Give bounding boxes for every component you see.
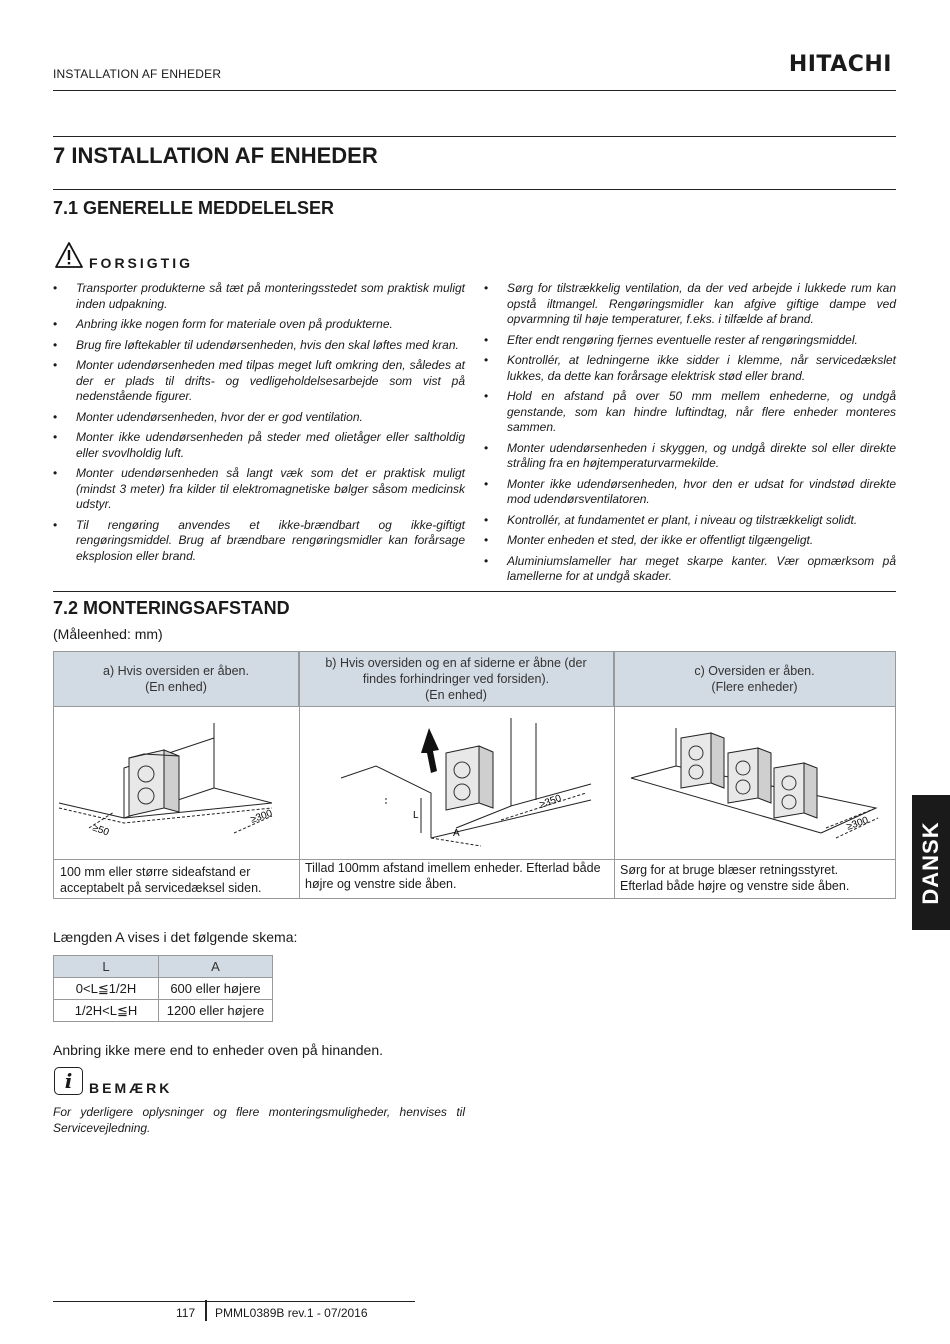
- caption-line: Efterlad både højre og venstre side åben.: [620, 878, 850, 893]
- hitachi-logo: HITACHI: [788, 52, 892, 77]
- language-side-tab: [912, 795, 950, 930]
- list-item: • Transporter produkterne så tæt på monteringsstedet som praktisk muligt inden udpakning.: [53, 281, 465, 312]
- case-a-header: [54, 652, 299, 706]
- column-divider: [614, 652, 615, 898]
- case-c-header: [614, 652, 895, 706]
- chapter-title: 7 INSTALLATION AF ENHEDER: [53, 143, 378, 168]
- outdoor-unit-icon: [129, 750, 179, 816]
- column-header: L: [54, 956, 159, 978]
- warning-icon: [54, 241, 84, 269]
- list-item: • Brug fire løftekabler til udendørsenheden, hvis den skal løftes med kran.: [53, 338, 465, 354]
- case-a-header-line: a) Hvis oversiden er åben.: [103, 664, 249, 678]
- list-item: • Aluminiumslameller har meget skarpe kanter. Vær opmærksom på lamellerne for at undgå skader.: [484, 554, 896, 585]
- header-rule: [53, 90, 896, 91]
- caption-line: acceptabelt på servicedæksel siden.: [60, 880, 262, 895]
- list-item: • Monter udendørsenheden i skyggen, og undgå direkte sol eller direkte stråling fra en højtemperaturvarmekilde.: [484, 441, 896, 472]
- case-b-caption: [305, 861, 611, 892]
- caption-divider: [54, 859, 895, 860]
- case-c-caption: [620, 863, 892, 894]
- dim-label-l: L: [413, 810, 419, 821]
- outdoor-unit-icon: [681, 733, 724, 788]
- figure-case-b: [301, 708, 613, 858]
- dim-label-a: A: [453, 828, 460, 839]
- caption-line: højre og venstre side åben.: [305, 876, 457, 891]
- figure-case-c: [616, 708, 895, 858]
- section-7-2-rule: [53, 591, 896, 592]
- clearance-figure-table: [53, 651, 896, 899]
- dim-label-a1: ≥50: [90, 822, 111, 839]
- airflow-arrow-icon: [421, 728, 439, 773]
- list-item: • Monter udendørsenheden med tilpas meget luft omkring den, således at der er plads til drifts- og vedligeholdelsesarbejde som vist på nedenstående figurer.: [53, 358, 465, 405]
- list-item: • Monter ikke udendørsenheden på steder med olietåger eller saltholdig eller svovlholdig luft.: [53, 430, 465, 461]
- title-bottom-rule: [53, 189, 896, 190]
- column-header: A: [159, 956, 273, 978]
- case-b-header-line: findes forhindringer ved forsiden).: [362, 672, 550, 686]
- caution-label: FORSIGTIG: [89, 255, 193, 271]
- footer-rule: [53, 1301, 415, 1302]
- case-b-header: [299, 652, 614, 706]
- case-b-header-line: b) Hvis oversiden og en af siderne er åbne (der: [325, 656, 587, 670]
- note-text: For yderligere oplysninger og flere monteringsmuligheder, henvises til Servicevejledning.: [53, 1105, 465, 1135]
- table-cell: 0<L≦1/2H: [54, 978, 159, 1000]
- outdoor-unit-icon: [728, 748, 771, 803]
- stack-note: Anbring ikke mere end to enheder oven på hinanden.: [53, 1042, 384, 1058]
- length-a-table: [53, 955, 273, 1022]
- case-c-header-line: (Flere enheder): [711, 680, 798, 694]
- dim-label-b1: ≥350: [538, 792, 563, 811]
- header-section-label: INSTALLATION AF ENHEDER: [53, 67, 222, 81]
- unit-label: (Måleenhed: mm): [53, 626, 163, 642]
- table-cell: 600 eller højere: [159, 978, 273, 1000]
- table-cell: 1/2H<L≦H: [54, 1000, 159, 1022]
- caption-line: 100 mm eller større sideafstand er: [60, 865, 251, 879]
- dim-label-a2: ≥300: [249, 807, 274, 826]
- dim-label-c1: ≥300: [845, 814, 870, 833]
- list-item: • Kontrollér, at ledningerne ikke sidder i klemme, når servicedækslet lukkes, da dette kan forårsage elektrisk stød eller brand.: [484, 353, 896, 384]
- note-label: BEMÆRK: [89, 1080, 173, 1096]
- table-row: [54, 1000, 273, 1022]
- section-7-1-title: 7.1 GENERELLE MEDDELELSER: [53, 198, 335, 218]
- case-b-header-line: (En enhed): [425, 688, 487, 702]
- table-header-row: [54, 956, 273, 978]
- case-a-caption: [60, 865, 296, 896]
- footer-separator: [205, 1300, 207, 1321]
- list-item: • Anbring ikke nogen form for materiale oven på produkterne.: [53, 317, 465, 333]
- list-item: • Monter udendørsenheden så langt væk som det er praktisk muligt (mindst 3 meter) fra kilder til elektromagnetiske bølger såsom medicinsk udstyr.: [53, 466, 465, 513]
- list-item: • Monter enheden et sted, der ikke er offentligt tilgængeligt.: [484, 533, 896, 549]
- list-item: • Monter udendørsenheden, hvor der er god ventilation.: [53, 410, 465, 426]
- figure-case-a: [54, 708, 298, 858]
- caption-line: Tillad 100mm afstand imellem enheder. Efterlad både: [305, 861, 601, 875]
- table-row: [54, 978, 273, 1000]
- info-icon: i: [54, 1067, 83, 1095]
- column-divider: [299, 652, 300, 898]
- list-item: • Til rengøring anvendes et ikke-brændbart og ikke-giftigt rengøringsmiddel. Brug af brændbare rengøringsmidler kan forårsage eksplosion eller brand.: [53, 518, 465, 565]
- list-item: • Sørg for tilstrækkelig ventilation, da der ved arbejde i lukkede rum kan opstå iltmangel. Rengøringsmidler kan afgive giftige dampe ved opvarmning til høje temperaturer, f.eks. i tilfælde af brand.: [484, 281, 896, 328]
- list-item: • Kontrollér, at fundamentet er plant, i niveau og tilstrækkeligt solidt.: [484, 513, 896, 529]
- outdoor-unit-icon: [774, 763, 817, 818]
- document-id: PMML0389B rev.1 - 07/2016: [215, 1306, 368, 1320]
- table-cell: 1200 eller højere: [159, 1000, 273, 1022]
- table-lead-text: Længden A vises i det følgende skema:: [53, 929, 298, 945]
- list-item: • Monter ikke udendørsenheden, hvor den er udsat for vindstød direkte mod udendørsventilatoren.: [484, 477, 896, 508]
- caution-list-left: [53, 281, 465, 569]
- outdoor-unit-icon: [446, 746, 493, 810]
- caution-list-right: [484, 281, 896, 590]
- case-c-header-line: c) Oversiden er åben.: [694, 664, 815, 678]
- section-7-2-title: 7.2 MONTERINGSAFSTAND: [53, 598, 290, 618]
- title-top-rule: [53, 136, 896, 137]
- caption-line: Sørg for at bruge blæser retningsstyret.: [620, 863, 839, 877]
- case-a-header-line: (En enhed): [145, 680, 207, 694]
- side-tab-label: DANSK: [918, 820, 943, 905]
- header-divider: [54, 706, 895, 707]
- list-item: • Efter endt rengøring fjernes eventuelle rester af rengøringsmiddel.: [484, 333, 896, 349]
- list-item: • Hold en afstand på over 50 mm mellem enhederne, og undgå genstande, som kan hindre luftindtag, når flere enheder monteres sammen.: [484, 389, 896, 436]
- page-number: 117: [176, 1306, 196, 1320]
